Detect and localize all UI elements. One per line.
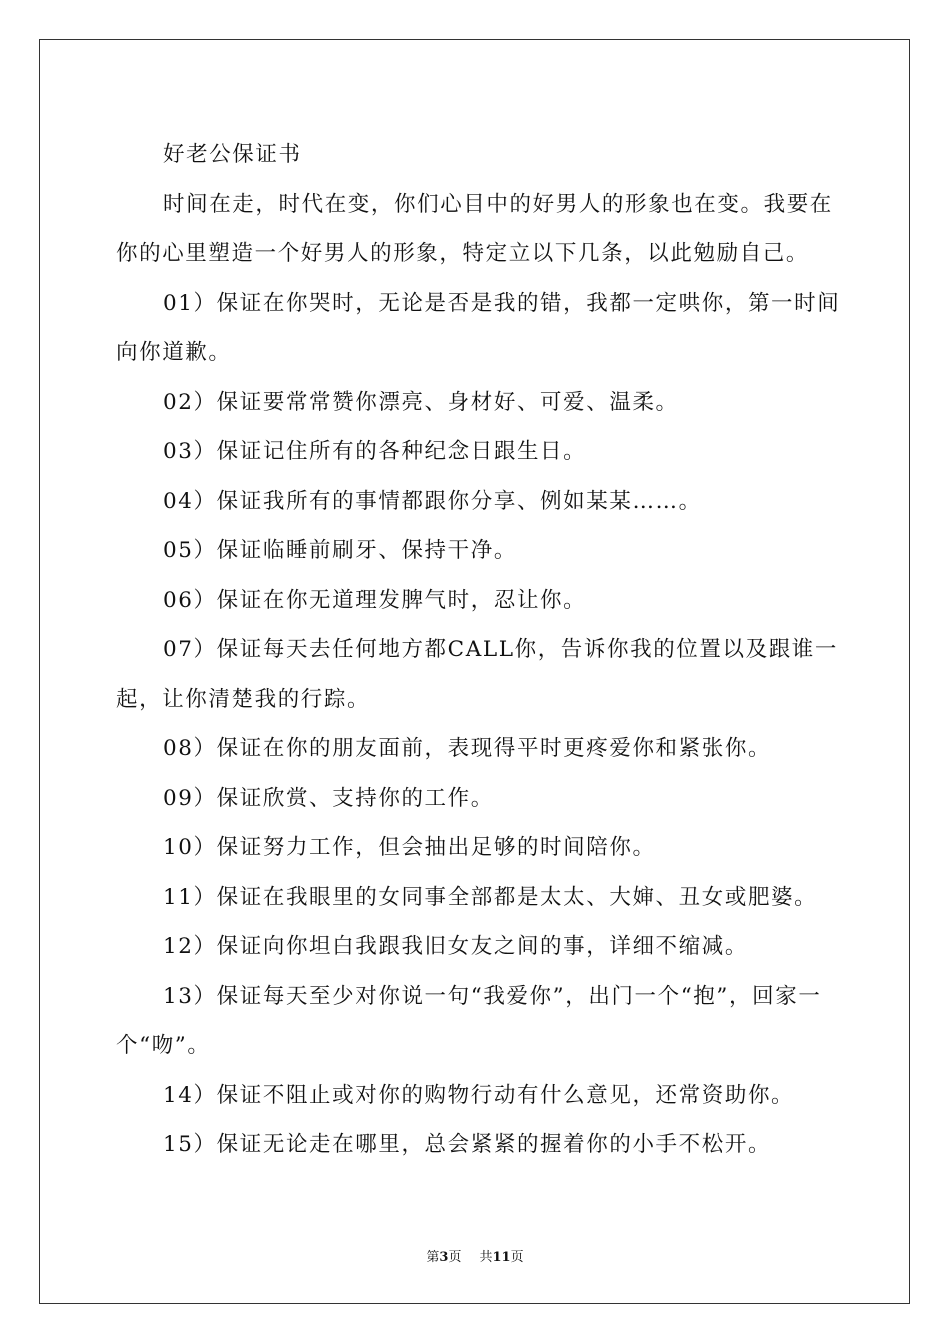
- paragraph-item-14: 14）保证不阻止或对你的购物行动有什么意见，还常资助你。: [163, 1082, 795, 1108]
- paragraph-item-13: 13）保证每天至少对你说一句“我爱你”，出门一个“抱”，回家一个“吻”。: [116, 983, 822, 1058]
- footer-total-suffix: 页: [510, 1250, 524, 1265]
- paragraph-intro: 时间在走，时代在变，你们心目中的好男人的形象也在变。我要在你的心里塑造一个好男人的形象，特定立以下几条，以此勉励自己。: [116, 191, 833, 266]
- paragraph-item-08: 08）保证在你的朋友面前，表现得平时更疼爱你和紧张你。: [163, 736, 772, 761]
- footer-total-pages: 11: [492, 1250, 511, 1265]
- paragraph-item-05: 05）保证临睡前刷牙、保持干净。: [163, 538, 517, 563]
- paragraph-item-10: 10）保证努力工作，但会抽出足够的时间陪你。: [163, 835, 656, 860]
- paragraph-item-07: 07）保证每天去任何地方都CALL你，告诉你我的位置以及跟谁一起，让你清楚我的行踪。: [116, 637, 838, 712]
- page-footer: [0, 1246, 950, 1265]
- footer-page-suffix: 页: [448, 1250, 462, 1265]
- paragraph-item-04: 04）保证我所有的事情都跟你分享、例如某某……。: [163, 488, 702, 514]
- paragraph-item-09: 09）保证欣赏、支持你的工作。: [163, 785, 494, 811]
- document-title: 好老公保证书: [163, 142, 302, 167]
- paragraph-item-06: 06）保证在你无道理发脾气时，忍让你。: [163, 587, 587, 613]
- paragraph-item-02: 02）保证要常常赞你漂亮、身材好、可爱、温柔。: [163, 389, 679, 415]
- document-body: [116, 130, 846, 1170]
- paragraph-item-15: 15）保证无论走在哪里，总会紧紧的握着你的小手不松开。: [163, 1132, 772, 1157]
- paragraph-item-12: 12）保证向你坦白我跟我旧女友之间的事，详细不缩减。: [163, 934, 748, 959]
- paragraph-item-11: 11）保证在我眼里的女同事全部都是太太、大婶、丑女或肥婆。: [163, 884, 818, 910]
- footer-page-prefix: 第: [426, 1250, 440, 1265]
- footer-page-number: 3: [439, 1250, 449, 1265]
- paragraph-item-03: 03）保证记住所有的各种纪念日跟生日。: [163, 439, 587, 464]
- footer-total-prefix: 共: [479, 1250, 493, 1265]
- paragraph-item-01: 01）保证在你哭时，无论是否是我的错，我都一定哄你，第一时间向你道歉。: [116, 290, 841, 365]
